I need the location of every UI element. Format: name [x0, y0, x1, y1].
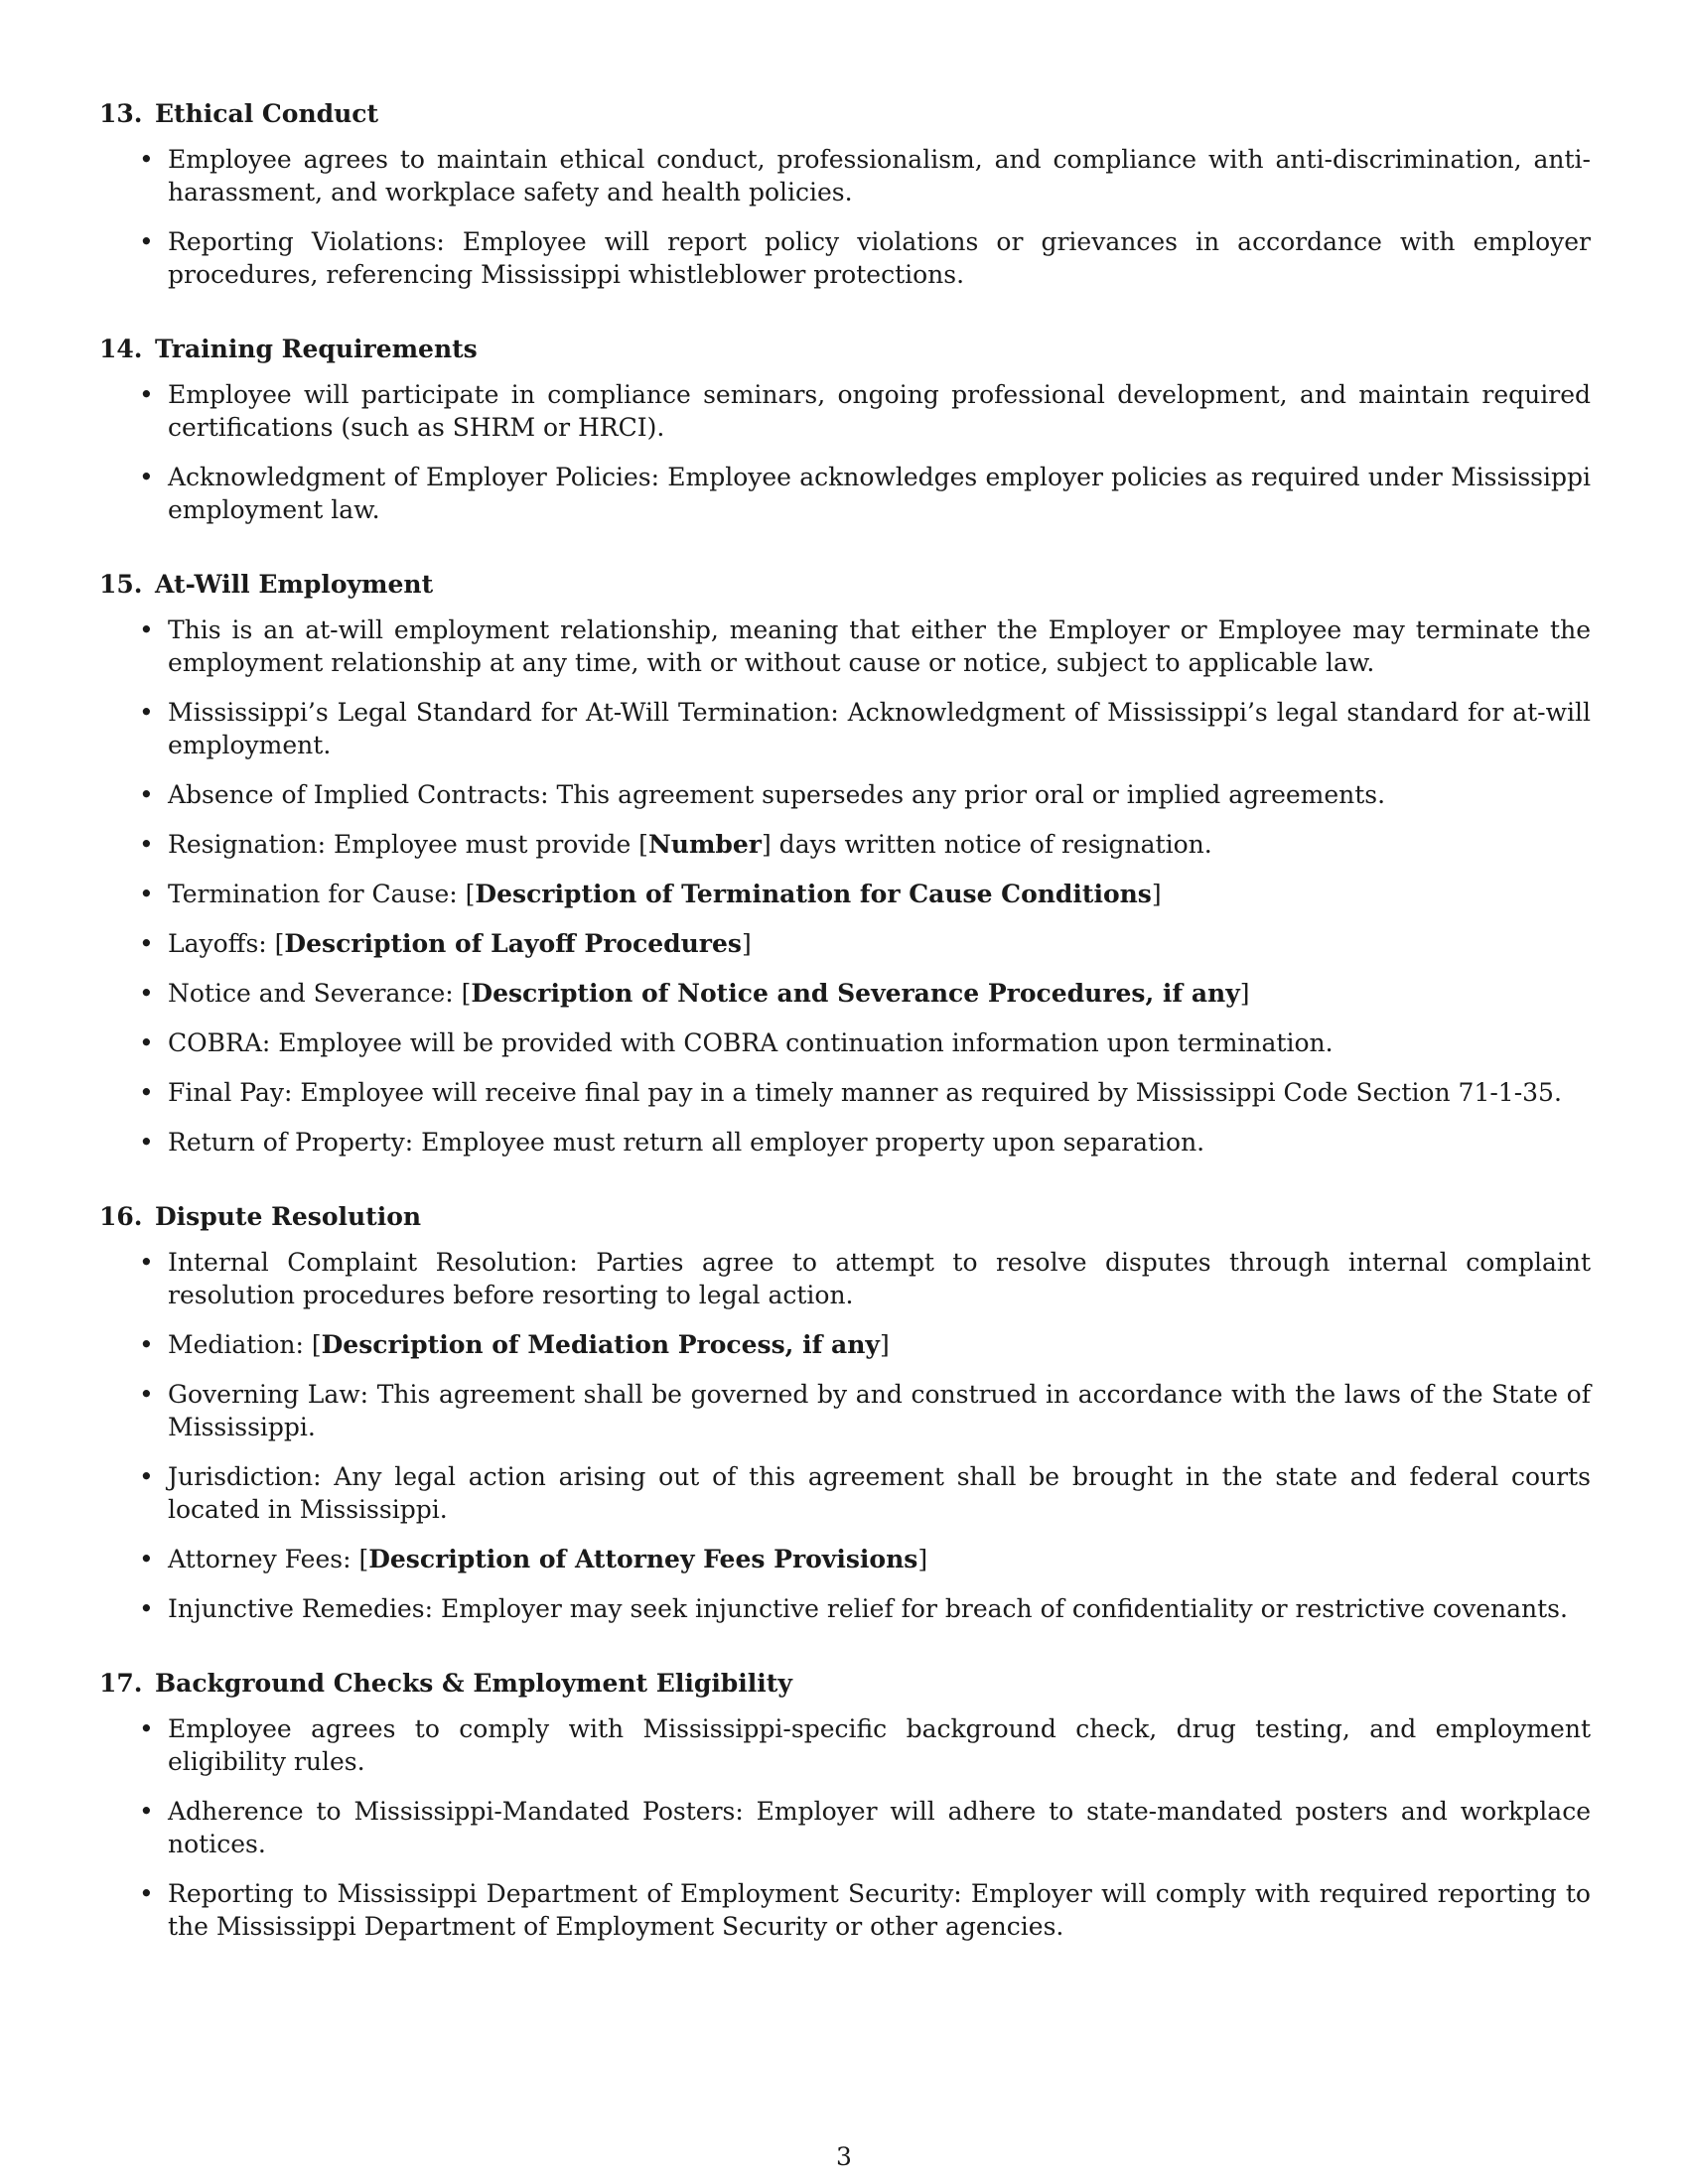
section-number: 14.: [99, 335, 143, 363]
list-item: [99, 878, 1591, 910]
list-item: • Mississippi’s Legal Standard for At-Will Termination: Acknowledgment of Mississippi’s legal standard for at-will employment.: [99, 696, 1591, 761]
section-ethical-conduct: [99, 97, 1591, 291]
section-title: Background Checks & Employment Eligibility: [155, 1669, 792, 1698]
placeholder-layoff-procedures: Description of Layoff Procedures: [284, 929, 742, 958]
section-number: 15.: [99, 570, 143, 599]
list-item: • Employee will participate in compliance seminars, ongoing professional development, and maintain required certifications (such as SHRM or HRCI).: [99, 378, 1591, 444]
list-item: [99, 828, 1591, 861]
section-training-requirements: [99, 333, 1591, 526]
bullet-list: [99, 143, 1591, 291]
bullet-list: [99, 614, 1591, 1159]
list-item: • Return of Property: Employee must return all employer property upon separation.: [99, 1126, 1591, 1159]
list-item: • Reporting Violations: Employee will report policy violations or grievances in accordance with employer procedures, referencing Mississippi whistleblower protections.: [99, 225, 1591, 291]
item-text-after: ]: [879, 1330, 890, 1359]
list-item: • Reporting to Mississippi Department of Employment Security: Employer will comply with required reporting to the Mississippi Department of Employment Security or other agencies.: [99, 1877, 1591, 1943]
list-item: • Employee agrees to maintain ethical conduct, professionalism, and compliance with anti-discrimination, anti-harassment, and workplace safety and health policies.: [99, 143, 1591, 208]
section-number: 17.: [99, 1669, 143, 1698]
bullet-list: [99, 1246, 1591, 1625]
section-title: Training Requirements: [155, 335, 478, 363]
item-text-after: ]: [1239, 979, 1250, 1008]
list-item: [99, 927, 1591, 960]
list-item: [99, 1328, 1591, 1361]
item-text-before: Mediation: [: [168, 1330, 322, 1359]
section-title: At-Will Employment: [155, 570, 434, 599]
placeholder-mediation-process: Description of Mediation Process, if any: [321, 1330, 880, 1359]
list-item: • This is an at-will employment relationship, meaning that either the Employer or Employee may terminate the employment relationship at any time, with or without cause or notice, subject to applicable law.: [99, 614, 1591, 679]
section-at-will-employment: [99, 568, 1591, 1159]
section-heading: [99, 1200, 1591, 1234]
list-item: [99, 1543, 1591, 1575]
section-number: 13.: [99, 99, 143, 128]
list-item: [99, 977, 1591, 1010]
item-text-after: ]: [741, 929, 752, 958]
list-item: • Acknowledgment of Employer Policies: Employee acknowledges employer policies as required under Mississippi employment law.: [99, 461, 1591, 526]
list-item: • Employee agrees to comply with Mississippi-specific background check, drug testing, and employment eligibility rules.: [99, 1712, 1591, 1778]
placeholder-attorney-fees: Description of Attorney Fees Provisions: [368, 1545, 918, 1573]
placeholder-termination-for-cause: Description of Termination for Cause Conditions: [475, 880, 1152, 908]
list-item: • COBRA: Employee will be provided with COBRA continuation information upon termination.: [99, 1026, 1591, 1059]
bullet-list: [99, 1712, 1591, 1943]
list-item: • Injunctive Remedies: Employer may seek injunctive relief for breach of confidentiality or restrictive covenants.: [99, 1592, 1591, 1625]
item-text-before: Resignation: Employee must provide [: [168, 830, 648, 859]
item-text-before: Attorney Fees: [: [168, 1545, 369, 1573]
list-item: • Final Pay: Employee will receive final pay in a timely manner as required by Mississippi Code Section 71-1-35.: [99, 1076, 1591, 1109]
item-text-after: ] days written notice of resignation.: [761, 830, 1212, 859]
section-dispute-resolution: [99, 1200, 1591, 1625]
list-item: • Internal Complaint Resolution: Parties agree to attempt to resolve disputes through internal complaint resolution procedures before resorting to legal action.: [99, 1246, 1591, 1311]
bullet-list: [99, 378, 1591, 526]
item-text-before: Layoffs: [: [168, 929, 285, 958]
item-text-before: Notice and Severance: [: [168, 979, 472, 1008]
placeholder-number: Number: [647, 830, 762, 859]
page-number: 3: [836, 2142, 852, 2171]
item-text-before: Termination for Cause: [: [168, 880, 476, 908]
item-text-after: ]: [917, 1545, 928, 1573]
list-item: • Adherence to Mississippi-Mandated Posters: Employer will adhere to state-mandated posters and workplace notices.: [99, 1795, 1591, 1860]
section-title: Ethical Conduct: [155, 99, 379, 128]
section-title: Dispute Resolution: [155, 1202, 422, 1231]
section-heading: [99, 333, 1591, 366]
section-heading: [99, 1667, 1591, 1701]
section-background-checks: [99, 1667, 1591, 1943]
document-body: [99, 97, 1591, 1984]
list-item: • Absence of Implied Contracts: This agreement supersedes any prior oral or implied agreements.: [99, 778, 1591, 811]
list-item: • Jurisdiction: Any legal action arising out of this agreement shall be brought in the state and federal courts located in Mississippi.: [99, 1460, 1591, 1526]
list-item: • Governing Law: This agreement shall be governed by and construed in accordance with the laws of the State of Mississippi.: [99, 1378, 1591, 1443]
section-heading: [99, 97, 1591, 131]
section-number: 16.: [99, 1202, 143, 1231]
section-heading: [99, 568, 1591, 602]
item-text-after: ]: [1151, 880, 1162, 908]
placeholder-notice-severance: Description of Notice and Severance Procedures, if any: [471, 979, 1240, 1008]
